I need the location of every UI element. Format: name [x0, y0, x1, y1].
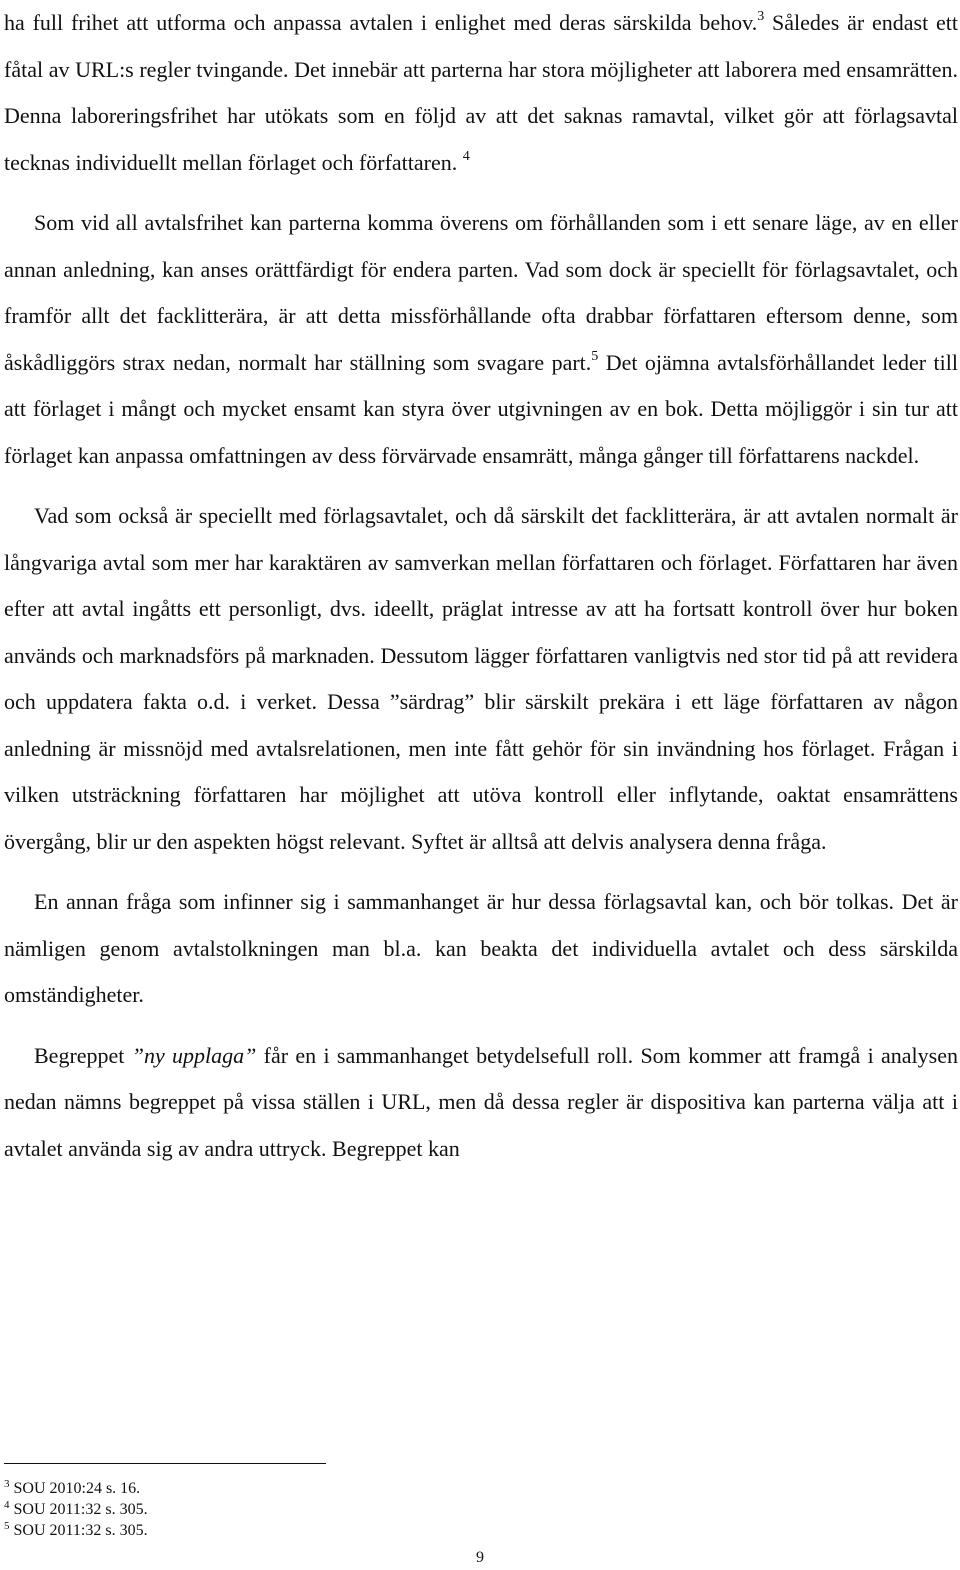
p5-text-2: får en i sammanhanget betydelsefull roll. Som kommer att framgå i analysen nedan nämns begreppet på vissa ställen i URL, men då dessa regler är dispositiva kan parterna välja att i avtalet använda sig av andra uttryck. Begreppet kan	[4, 1042, 958, 1161]
p1-text-1: ha full frihet att utforma och anpassa avtalen i enlighet med deras särskilda behov.	[4, 10, 758, 35]
p1-text-2: Således är endast ett fåtal av URL:s regler tvingande. Det innebär att parterna har stora möjligheter att laborera med ensamrätten. Denna laboreringsfrihet har utökats som en följd av att det saknas ramavtal, vilket gör att förlagsavtal tecknas individuellt mellan förlaget och författaren.	[4, 10, 958, 175]
footnote-ref-3[interactable]: 3	[757, 9, 765, 24]
footnote-3-text: SOU 2010:24 s. 16.	[9, 1480, 141, 1497]
footnote-4	[4, 1499, 604, 1520]
footnote-3-number: 3	[4, 1478, 10, 1490]
page-number: 9	[476, 1549, 484, 1566]
footnote-4-number: 4	[4, 1499, 10, 1511]
p2-text-2: Det ojämna avtalsförhållandet leder till att förlaget i mångt och mycket ensamt kan styra över utgivningen av en bok. Detta möjliggör i sin tur att förlaget kan anpassa omfattningen av dess förvärvade ensamrätt, många gånger till författarens nackdel.	[4, 349, 958, 468]
footnote-divider	[4, 1463, 326, 1464]
paragraph-1	[4, 0, 958, 186]
p2-text-1: Som vid all avtalsfrihet kan parterna komma överens om förhållanden som i ett senare läge, av en eller annan anledning, kan anses orättfärdigt för endera parten. Vad som dock är speciellt för förlagsavtalet, och framför allt det facklitterära, är att detta missförhållande ofta drabbar författaren eftersom denne, som åskådliggörs strax nedan, normalt har ställning som svagare part.	[4, 210, 958, 375]
p5-text-1: Begreppet	[34, 1042, 132, 1068]
footnote-ref-4[interactable]: 4	[462, 148, 470, 164]
footnote-5	[4, 1520, 604, 1541]
paragraph-3	[4, 493, 958, 865]
footnotes-section	[4, 1463, 604, 1541]
document-body	[4, 0, 958, 1172]
paragraph-5	[4, 1033, 958, 1173]
footnote-5-text: SOU 2011:32 s. 305.	[9, 1522, 148, 1539]
footnote-ref-5[interactable]: 5	[591, 348, 599, 364]
p4-text-1: En annan fråga som infinner sig i sammanhanget är hur dessa förlagsavtal kan, och bör tolkas. Det är nämligen genom avtalstolkningen man bl.a. kan beakta det individuella avtalet och dess särskilda omständigheter.	[4, 889, 958, 1007]
p3-text-1: Vad som också är speciellt med förlagsavtalet, och då särskilt det facklitterära, är att avtalen normalt är långvariga avtal som mer har karaktären av samverkan mellan författaren och förlaget. Författaren har även efter att avtal ingåtts ett personligt, dvs. ideellt, präglat intresse av att ha fortsatt kontroll över hur boken används och marknadsförs på marknaden. Dessutom lägger författaren vanligtvis ned stor tid på att revidera och uppdatera fakta o.d. i verket. Dessa ”särdrag” blir särskilt prekära i ett läge författaren av någon anledning är missnöjd med avtalsrelationen, men inte fått gehör för sin invändning hos förlaget. Frågan i vilken utsträckning författaren har möjlighet att utöva kontroll eller inflytande, oaktat ensamrättens övergång, blir ur den aspekten högst relevant. Syftet är alltså att delvis analysera denna fråga.	[4, 503, 958, 854]
paragraph-2	[4, 200, 958, 479]
footnote-3	[4, 1478, 604, 1499]
p5-emphasis: ”ny upplaga”	[131, 1042, 257, 1068]
footnote-4-text: SOU 2011:32 s. 305.	[9, 1501, 148, 1518]
paragraph-4	[4, 879, 958, 1019]
footnote-5-number: 5	[4, 1520, 10, 1532]
